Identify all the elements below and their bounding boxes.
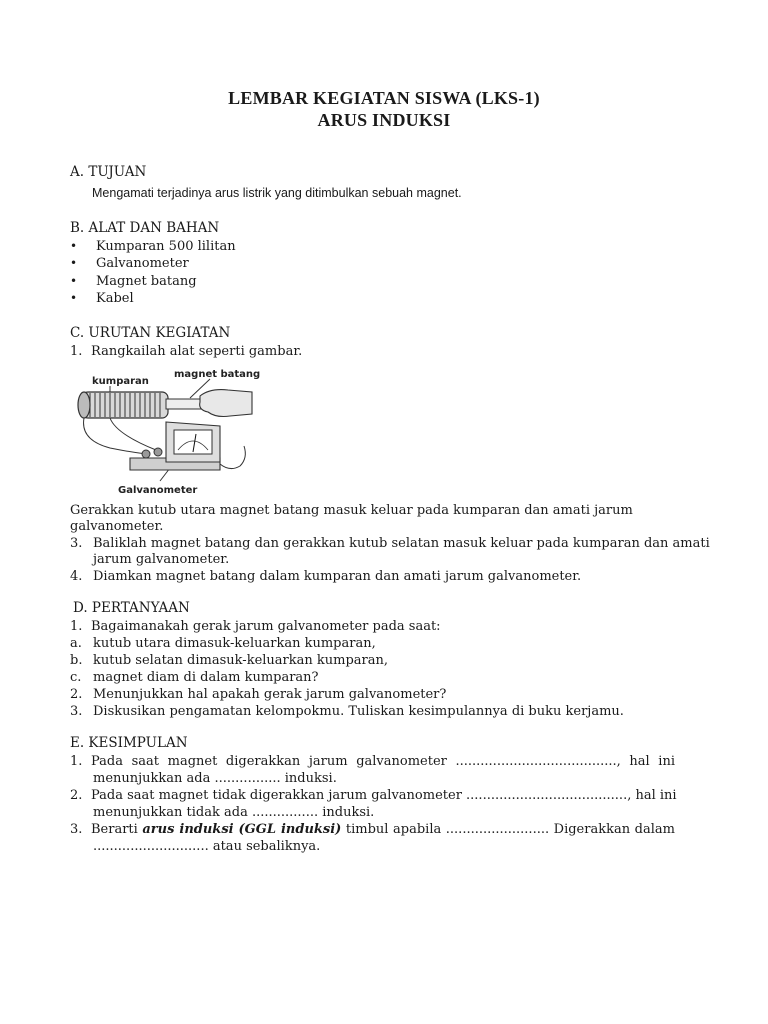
question-text: magnet diam di dalam kumparan? [93,670,319,685]
page-title-line1: LEMBAR KEGIATAN SISWA (LKS-1) [228,88,540,108]
question-text: Menunjukkan hal apakah gerak jarum galvanometer? [93,687,447,702]
bullet: • [70,291,78,305]
coil-icon [78,392,168,418]
conclusion-text: Pada saat magnet tidak digerakkan jarum galvanometer ......................................., hal ini [91,788,677,803]
section-b-heading: B. ALAT DAN BAHAN [70,220,220,236]
question-number: 3. [70,704,83,719]
figure-label-kumparan: kumparan [92,376,149,387]
step-number: 4. [70,569,83,584]
conclusion-text-post: timbul apabila ......................... Digerakkan dalam [341,822,675,837]
list-item: Kabel [96,291,134,306]
question-number: a. [70,636,82,651]
section-a-heading: A. TUJUAN [70,164,147,180]
list-item: Galvanometer [96,256,189,271]
conclusion-text: menunjukkan ada ................ induksi. [93,771,337,786]
question-text: kutub selatan dimasuk-keluarkan kumparan, [93,653,389,668]
bullet: • [70,256,78,270]
galvanometer-icon [130,422,220,470]
question-number: c. [70,670,82,685]
conclusion-text-pre: Berarti [91,822,143,837]
step-text: galvanometer. [70,519,164,534]
step-text: jarum galvanometer. [93,552,230,567]
question-number: b. [70,653,83,668]
section-d-heading: D. PERTANYAAN [73,600,190,616]
figure-label-magnet: magnet batang [174,369,261,380]
page-title-line2: ARUS INDUKSI [317,110,451,130]
conclusion-text [91,821,675,838]
section-e-heading: E. KESIMPULAN [70,735,188,751]
conclusion-number: 3. [70,822,83,837]
section-c-heading: C. URUTAN KEGIATAN [70,325,231,341]
step-text: Diamkan magnet batang dalam kumparan dan amati jarum galvanometer. [93,569,582,584]
conclusion-number: 1. [70,754,83,769]
conclusion-number: 2. [70,788,83,803]
section-a-text: Mengamati terjadinya arus listrik yang ditimbulkan sebuah magnet. [92,186,462,200]
step-number: 1. [70,344,83,359]
conclusion-emphasis: arus induksi (GGL induksi) [142,822,342,837]
step-text: Baliklah magnet batang dan gerakkan kutub selatan masuk keluar pada kumparan dan amati [93,536,710,551]
bullet: • [70,239,78,253]
question-number: 1. [70,619,83,634]
bullet: • [70,274,78,288]
step-text: Gerakkan kutub utara magnet batang masuk keluar pada kumparan dan amati jarum [70,503,633,518]
question-text: Diskusikan pengamatan kelompokmu. Tuliskan kesimpulannya di buku kerjamu. [93,704,624,719]
conclusion-text: ............................ atau sebaliknya. [93,839,321,854]
question-number: 2. [70,687,83,702]
hand-icon [200,390,252,417]
conclusion-text: Pada saat magnet digerakkan jarum galvanometer ......................................., hal ini [91,754,675,769]
question-text: kutub utara dimasuk-keluarkan kumparan, [93,636,376,651]
step-text: Rangkailah alat seperti gambar. [91,344,303,359]
list-item: Kumparan 500 lilitan [96,239,236,254]
question-text: Bagaimanakah gerak jarum galvanometer pada saat: [91,619,441,634]
list-item: Magnet batang [96,274,197,289]
apparatus-figure [70,362,270,498]
conclusion-text: menunjukkan tidak ada ................ induksi. [93,805,375,820]
step-number: 3. [70,536,83,551]
figure-label-galvanometer: Galvanometer [118,485,198,496]
